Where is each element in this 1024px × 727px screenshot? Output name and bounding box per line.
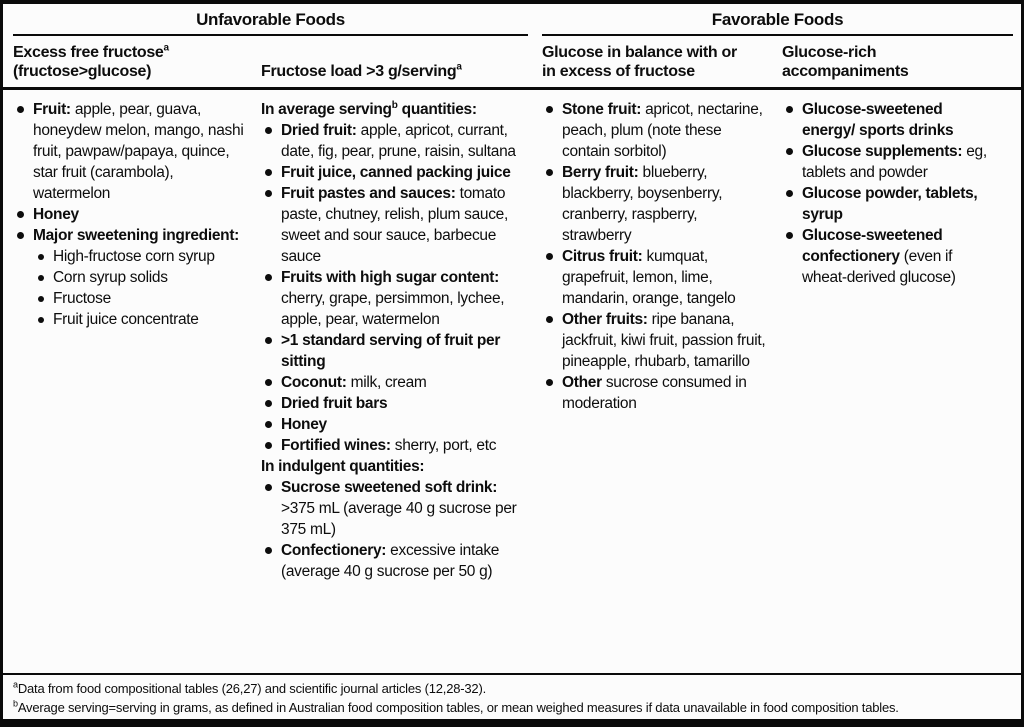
bullet-icon xyxy=(265,127,272,134)
text-run: >375 mL (average 40 g sucrose per 375 mL) xyxy=(281,500,517,538)
text-run: Glucose powder, tablets, syrup xyxy=(802,185,978,223)
list-item xyxy=(261,372,528,393)
bullet-icon xyxy=(786,190,793,197)
text-run: Fruits with high sugar content: xyxy=(281,269,500,286)
list-item xyxy=(261,477,528,540)
text-run: Fructose load >3 g/serving xyxy=(261,63,457,80)
column-fructose-load xyxy=(261,99,542,673)
text-run: eg, tablets and powder xyxy=(802,143,987,181)
list-item xyxy=(542,162,768,246)
bullet-icon xyxy=(265,274,272,281)
list-item xyxy=(13,225,247,246)
bullet-icon xyxy=(265,547,272,554)
column-excess-free-fructose xyxy=(13,99,261,673)
list-item xyxy=(13,267,247,288)
text-run: cherry, grape, persimmon, lychee, apple, pear, watermelon xyxy=(281,290,505,328)
column-glucose-rich-accompaniments xyxy=(782,99,1013,673)
list-item xyxy=(261,183,528,267)
bullet-icon xyxy=(265,442,272,449)
list-item xyxy=(782,183,999,225)
text-run: Sucrose sweetened soft drink: xyxy=(281,479,498,496)
bullet-icon xyxy=(38,254,44,260)
text-run: sherry, port, etc xyxy=(390,437,497,454)
text-run: High-fructose corn syrup xyxy=(53,248,215,265)
text-run: milk, cream xyxy=(346,374,427,391)
text-run: (even if wheat-derived glucose) xyxy=(802,248,956,286)
list-item xyxy=(542,309,768,372)
bullet-icon xyxy=(17,211,24,218)
group-header-unfavorable-foods: Unfavorable Foods xyxy=(13,4,528,36)
group-header-row xyxy=(3,4,1021,36)
text-run: Honey xyxy=(281,416,327,433)
column-glucose-in-balance xyxy=(542,99,782,673)
text-run: Confectionery: xyxy=(281,542,387,559)
text-run: Fruit pastes and sauces: xyxy=(281,185,456,202)
list-item xyxy=(13,288,247,309)
text-run: tomato paste, chutney, relish, plum sauce, sweet and sour sauce, barbecue sauce xyxy=(281,185,509,265)
superscript-marker: a xyxy=(163,42,169,54)
text-run: ripe banana, jackfruit, kiwi fruit, passion fruit, pineapple, rhubarb, tamarillo xyxy=(562,311,766,370)
column-header-row xyxy=(3,36,1021,87)
footnote-marker: b xyxy=(13,698,18,709)
list-item xyxy=(261,162,528,183)
text-run: sucrose consumed in moderation xyxy=(562,374,747,412)
list-section-heading xyxy=(261,99,528,120)
text-run: Honey xyxy=(33,206,79,223)
text-run: Fruit juice, canned packing juice xyxy=(281,164,511,181)
list-section-heading xyxy=(261,456,528,477)
footnote-marker: a xyxy=(13,679,18,690)
list-item xyxy=(261,414,528,435)
list-item xyxy=(261,330,528,372)
list-item xyxy=(542,372,768,414)
text-run: kumquat, grapefruit, lemon, lime, mandarin, orange, tangelo xyxy=(562,248,736,307)
list-item xyxy=(13,99,247,204)
bullet-icon xyxy=(546,169,553,176)
bullet-icon xyxy=(265,190,272,197)
list-item xyxy=(261,120,528,162)
text-run: Excess free fructose xyxy=(13,44,164,61)
list-item xyxy=(13,204,247,225)
text-run: quantities: xyxy=(397,101,477,118)
bullet-icon xyxy=(38,317,44,323)
text-run: apple, apricot, currant, date, fig, pear, prune, raisin, sultana xyxy=(281,122,516,160)
text-run: In indulgent quantities: xyxy=(261,458,425,475)
bullet-icon xyxy=(265,484,272,491)
column-header-excess-free-fructose xyxy=(13,39,261,87)
text-run: Stone fruit: xyxy=(562,101,642,118)
footnotes xyxy=(3,675,1021,719)
list-item xyxy=(13,246,247,267)
text-run: blueberry, blackberry, boysenberry, cranberry, raspberry, strawberry xyxy=(562,164,723,244)
column-header-glucose-rich-accompaniments xyxy=(782,39,1013,87)
bullet-icon xyxy=(17,106,24,113)
bullet-icon xyxy=(38,296,44,302)
text-run: Dried fruit bars xyxy=(281,395,388,412)
list-item xyxy=(13,309,247,330)
superscript-marker: b xyxy=(391,99,398,111)
text-run: in excess of fructose xyxy=(542,63,695,80)
text-run: Other xyxy=(562,374,602,391)
bullet-icon xyxy=(265,400,272,407)
text-run: In average serving xyxy=(261,101,392,118)
list-item xyxy=(261,435,528,456)
table-body xyxy=(3,90,1021,673)
bullet-icon xyxy=(265,169,272,176)
text-run: apricot, nectarine, peach, plum (note these contain sorbitol) xyxy=(562,101,763,160)
bullet-icon xyxy=(786,232,793,239)
bullet-icon xyxy=(546,316,553,323)
text-run: Fructose xyxy=(53,290,111,307)
bullet-icon xyxy=(546,106,553,113)
footnote: $^a$Data from food compositional tables (26,27) and scientific journal articles (12,28-32). xyxy=(13,679,486,696)
text-run: Coconut: xyxy=(281,374,347,391)
bullet-icon xyxy=(38,275,44,281)
list-item xyxy=(782,99,999,141)
text-run: Citrus fruit: xyxy=(562,248,643,265)
text-run: Glucose supplements: xyxy=(802,143,963,160)
text-run: Glucose-sweetened confectionery xyxy=(802,227,943,265)
text-run: Glucose-rich accompaniments xyxy=(782,44,909,80)
bullet-icon xyxy=(786,106,793,113)
bullet-icon xyxy=(546,253,553,260)
group-header-favorable-foods: Favorable Foods xyxy=(542,4,1013,36)
text-run: excessive intake (average 40 g sucrose per 50 g) xyxy=(281,542,500,580)
bullet-icon xyxy=(265,421,272,428)
text-run: (fructose>glucose) xyxy=(13,63,152,80)
text-run: Berry fruit: xyxy=(562,164,639,181)
text-run: Corn syrup solids xyxy=(53,269,168,286)
text-run: apple, pear, guava, honeydew melon, mango, nashi fruit, pawpaw/papaya, quince, star fruit (carambola), watermelon xyxy=(33,101,244,202)
list-item xyxy=(261,540,528,582)
text-run: Fruit: xyxy=(33,101,71,118)
text-run: Fortified wines: xyxy=(281,437,391,454)
text-run: Glucose in balance with or xyxy=(542,44,737,61)
text-run: Glucose-sweetened energy/ sports drinks xyxy=(802,101,954,139)
text-run: Major sweetening ingredient: xyxy=(33,227,240,244)
superscript-marker: a xyxy=(456,61,462,73)
text-run: Fruit juice concentrate xyxy=(53,311,199,328)
text-run: Dried fruit: xyxy=(281,122,357,139)
bullet-icon xyxy=(546,379,553,386)
list-item xyxy=(782,141,999,183)
bullet-icon xyxy=(786,148,793,155)
column-header-glucose-in-balance xyxy=(542,39,782,87)
column-header-fructose-load xyxy=(261,58,542,87)
list-item xyxy=(782,225,999,288)
footnote: $^b$Average serving=serving in grams, as defined in Australian food composition tables, or mean weighed measures if data unavailable in food composition tables. xyxy=(13,698,899,715)
list-item xyxy=(261,393,528,414)
list-item xyxy=(542,246,768,309)
bullet-icon xyxy=(17,232,24,239)
text-run: >1 standard serving of fruit per sitting xyxy=(281,332,501,370)
text-run: Other fruits: xyxy=(562,311,648,328)
bullet-icon xyxy=(265,379,272,386)
list-item xyxy=(542,99,768,162)
bullet-icon xyxy=(265,337,272,344)
list-item xyxy=(261,267,528,330)
